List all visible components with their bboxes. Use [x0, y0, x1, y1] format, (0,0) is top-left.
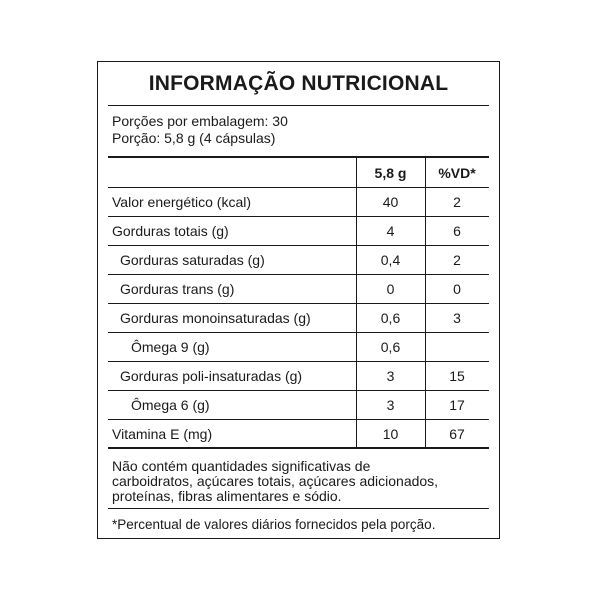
nutrient-name: Vitamina E (mg)	[112, 426, 213, 442]
note-line: carboidratos, açúcares totais, açúcares adicionados,	[112, 473, 439, 489]
nutrient-amount: 4	[386, 223, 395, 239]
note-line: proteínas, fibras alimentares e sódio.	[112, 488, 342, 504]
nutrient-dv: 17	[449, 397, 465, 413]
nutrient-dv: 67	[449, 426, 465, 442]
nutrient-name: Gorduras trans (g)	[120, 281, 235, 297]
nutrient-dv: 6	[453, 223, 461, 239]
divider	[108, 105, 489, 106]
nutrient-amount: 0,6	[380, 339, 401, 355]
nutrient-name: Gorduras poli-insaturadas (g)	[120, 368, 303, 384]
nutrient-name: Gorduras totais (g)	[112, 223, 229, 239]
portions-per-package: Porções por embalagem: 30	[112, 113, 288, 129]
nutrient-amount: 40	[382, 194, 399, 210]
nutrition-facts-panel	[97, 61, 500, 539]
nutrient-dv: 3	[453, 310, 461, 326]
nutrient-name: Ômega 9 (g)	[131, 339, 210, 355]
nutrient-amount: 3	[386, 368, 395, 384]
nutrient-amount: 10	[382, 426, 399, 442]
not-significant-note	[112, 459, 492, 504]
divider	[108, 508, 489, 509]
nutrient-dv: 2	[453, 252, 461, 268]
nutrient-dv: 15	[449, 368, 465, 384]
nutrient-amount: 0	[386, 281, 395, 297]
table-bottom-divider	[108, 447, 489, 449]
nutrient-dv: 2	[453, 194, 461, 210]
nutrient-name: Valor energético (kcal)	[112, 194, 252, 210]
nutrient-amount: 3	[386, 397, 395, 413]
nutrient-dv: 0	[453, 281, 461, 297]
nutrient-name: Gorduras saturadas (g)	[120, 252, 265, 268]
nutrition-title: INFORMAÇÃO NUTRICIONAL	[148, 72, 449, 95]
nutrient-name: Ômega 6 (g)	[131, 397, 210, 413]
nutrient-amount: 0,4	[380, 252, 401, 268]
note-line: Não contém quantidades significativas de	[112, 458, 371, 474]
nutrient-dv	[425, 332, 489, 362]
dv-footnote: *Percentual de valores diários fornecidos pela porção.	[112, 517, 436, 532]
nutrient-amount: 0,6	[380, 310, 401, 326]
serving-size: Porção: 5,8 g (4 cápsulas)	[112, 130, 276, 146]
nutrient-name: Gorduras monoinsaturadas (g)	[120, 310, 311, 326]
column-header-amount: 5,8 g	[374, 165, 407, 181]
column-header-dv: %VD*	[438, 165, 476, 181]
